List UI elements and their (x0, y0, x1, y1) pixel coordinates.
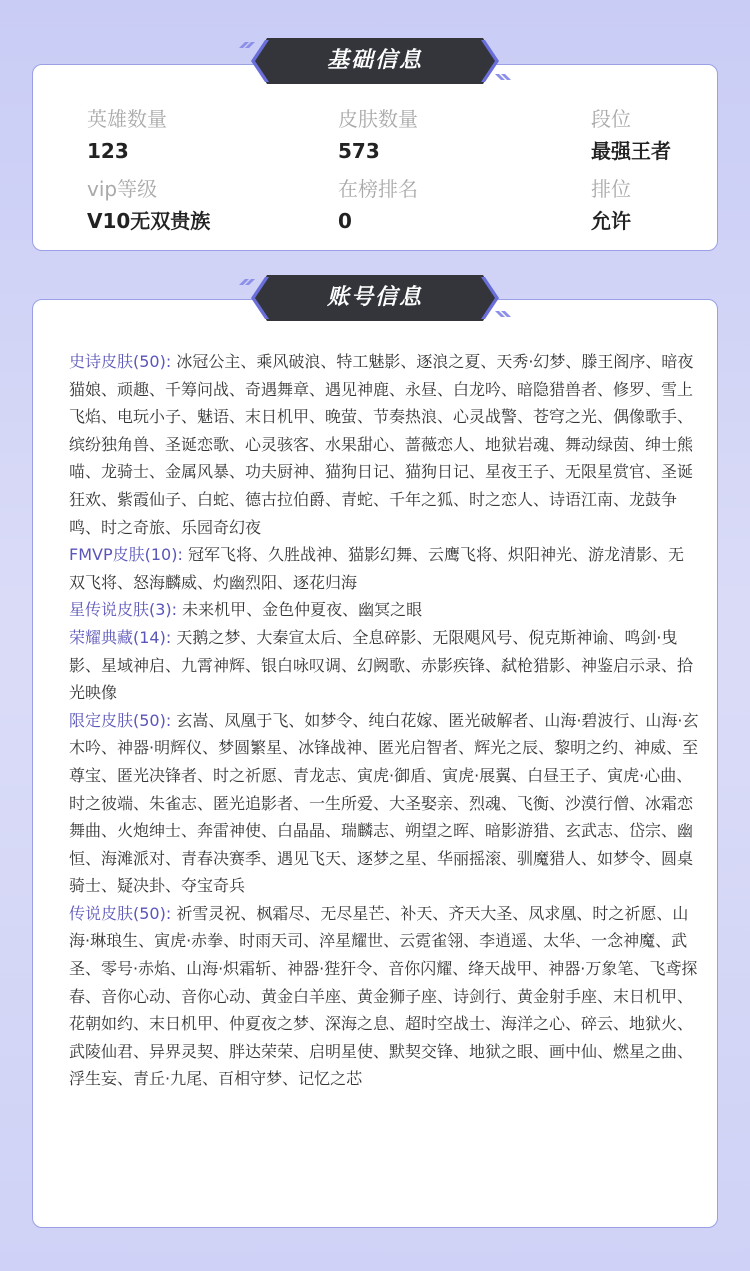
hero-count-item (87, 105, 307, 166)
skin-category-legend (69, 900, 699, 1093)
category-name: 荣耀典藏(14): (69, 627, 172, 647)
leaderboard-rank-value: 0 (338, 209, 352, 233)
category-name: 星传说皮肤(3): (69, 600, 178, 620)
category-name: 史诗皮肤(50): (69, 352, 172, 371)
account-info-title: 账号信息 (326, 285, 423, 310)
vip-level-value: V10无双贵族 (87, 209, 211, 233)
ranked-item (591, 175, 711, 236)
skin-count-value: 573 (338, 139, 380, 163)
hero-count-value: 123 (87, 139, 129, 163)
category-skins: 玄嵩、凤凰于飞、如梦令、纯白花嫁、匿光破解者、山海·碧波行、山海·玄木吟、神器·明辉仪、梦圆繁星、冰锋战神、匿光启智者、辉光之辰、黎明之约、神威、至尊宝、匿光决锋者、时之祈愿、青龙志、寅虎·御盾、寅虎·展翼、白昼王子、寅虎·心曲、时之彼端、朱雀志、匿光追影者、一生所爱、大圣娶亲、烈魂、飞衡、沙漠行僧、冰霜恋舞曲、火炮绅士、奔雷神使、白晶晶、瑞麟志、朔望之晖、暗影游猎、玄武志、岱宗、幽恒、海滩派对、青春决赛季、遇见飞天、逐梦之星、华丽摇滚、驯魔猎人、如梦令、圆桌骑士、疑决卦、夺宝奇兵 (69, 710, 699, 896)
category-name: 限定皮肤(50): (69, 710, 172, 730)
vip-level-item (87, 175, 307, 236)
rank-tier-value: 最强王者 (591, 139, 671, 163)
skin-category-epic (69, 348, 699, 541)
category-skins: 冠军飞将、久胜战神、猫影幻舞、云鹰飞将、炽阳神光、游龙清影、无双飞将、怒海麟威、灼幽烈阳、逐花归海 (69, 545, 684, 592)
category-skins: 未来机甲、金色仲夏夜、幽冥之眼 (182, 600, 423, 620)
leaderboard-rank-item (338, 175, 558, 236)
ranked-label: 排位 (591, 177, 631, 201)
skin-count-label: 皮肤数量 (338, 107, 418, 131)
skin-category-fmvp (69, 541, 699, 596)
skin-category-limited (69, 707, 699, 900)
category-skins: 天鹅之梦、大秦宣太后、全息碎影、无限飓风号、倪克斯神谕、鸣剑·曳影、星域神启、九霄神辉、银白咏叹调、幻阙歌、赤影疾锋、弑枪猎影、神鉴启示录、拾光映像 (69, 627, 694, 703)
skin-category-glory-collection (69, 624, 699, 707)
category-name: 传说皮肤(50): (69, 903, 172, 923)
skin-count-item (338, 105, 558, 166)
category-name: FMVP皮肤(10): (69, 545, 183, 565)
account-info-header (235, 275, 515, 321)
skin-list (69, 348, 699, 1093)
basic-info-card (32, 64, 718, 251)
category-skins: 冰冠公主、乘风破浪、特工魅影、逐浪之夏、天秀·幻梦、滕王阁序、暗夜猫娘、顽趣、千筹问战、奇遇舞章、遇见神鹿、永昼、白龙吟、暗隐猎兽者、修罗、雪上飞焰、电玩小子、魅语、末日机甲、晚萤、节奏热浪、心灵战警、苍穹之光、偶像歌手、缤纷独角兽、圣诞恋歌、心灵骇客、水果甜心、蔷薇恋人、地狱岩魂、舞动绿茵、绅士熊喵、龙骑士、金属风暴、功夫厨神、猫狗日记、猫狗日记、星夜王子、无限星赏官、圣诞狂欢、紫霞仙子、白蛇、德古拉伯爵、青蛇、千年之狐、时之恋人、诗语江南、龙鼓争鸣、时之奇旅、乐园奇幻夜 (69, 352, 694, 537)
basic-info-title: 基础信息 (326, 48, 423, 73)
account-info-card (32, 299, 718, 1228)
hero-count-label: 英雄数量 (87, 107, 167, 131)
skin-category-star-legend (69, 596, 699, 624)
basic-info-header (235, 38, 515, 84)
rank-tier-label: 段位 (591, 107, 631, 131)
ranked-value: 允许 (591, 209, 631, 233)
leaderboard-rank-label: 在榜排名 (338, 177, 418, 201)
category-skins: 祈雪灵祝、枫霜尽、无尽星芒、补天、齐天大圣、凤求凰、时之祈愿、山海·琳琅生、寅虎·赤拳、时雨天司、淬星耀世、云霓雀翎、李逍遥、太华、一念神魔、武圣、零号·赤焰、山海·炽霜斩、神器·狴犴令、音你闪耀、绛天战甲、神器·万象笔、飞鸢探春、音你心动、音你心动、黄金白羊座、黄金狮子座、诗剑行、黄金射手座、末日机甲、花朝如约、末日机甲、仲夏夜之梦、深海之息、超时空战士、海洋之心、碎云、地狱火、武陵仙君、异界灵契、胖达荣荣、启明星使、默契交锋、地狱之眼、画中仙、燃星之曲、浮生妄、青丘·九尾、百相守梦、记忆之芯 (69, 903, 698, 1089)
rank-tier-item (591, 105, 711, 166)
vip-level-label: vip等级 (87, 177, 158, 201)
